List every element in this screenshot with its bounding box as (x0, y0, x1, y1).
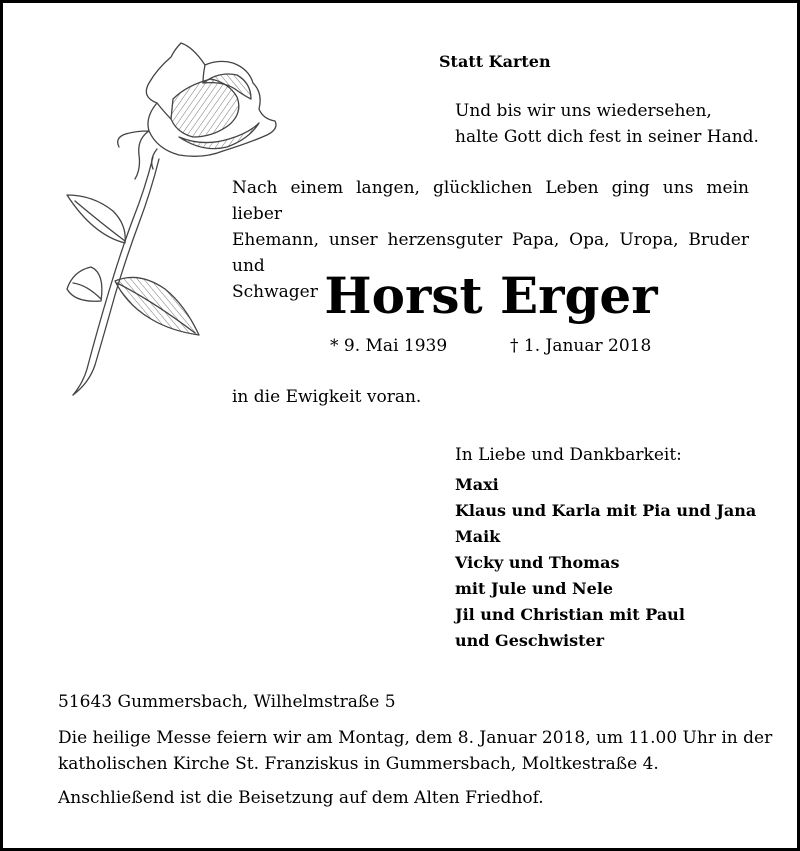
deceased-name: Horst Erger (324, 266, 658, 325)
mourner-item: Maik (455, 527, 501, 546)
address-line: 51643 Gummersbach, Wilhelmstraße 5 (58, 692, 396, 712)
mass-line: Die heilige Messe feiern wir am Montag, dem 8. Januar 2018, um 11.00 Uhr in der (58, 728, 773, 748)
verse-line: halte Gott dich fest in seiner Hand. (455, 127, 759, 147)
verse-quote (455, 98, 759, 150)
thanks-line: In Liebe und Dankbarkeit: (455, 445, 682, 465)
intro-line: Schwager (232, 282, 318, 302)
mourner-item: Klaus und Karla mit Pia und Jana (455, 501, 757, 520)
birth-date: * 9. Mai 1939 (330, 336, 448, 356)
closing-phrase: in die Ewigkeit voran. (232, 387, 422, 407)
mourners-list (455, 472, 756, 654)
mourner-item: und Geschwister (455, 631, 605, 650)
burial-info: Anschließend ist die Beisetzung auf dem Alten Friedhof. (58, 788, 544, 808)
intro-line: Nach einem langen, glücklichen Leben ging uns mein lieber (232, 178, 749, 224)
intro-line: Ehemann, unser herzensguter Papa, Opa, Uropa, Bruder und (232, 230, 749, 276)
mourner-item: Maxi (455, 475, 499, 494)
mass-line: katholischen Kirche St. Franziskus in Gummersbach, Moltkestraße 4. (58, 754, 659, 774)
mourner-item: mit Jule und Nele (455, 579, 614, 598)
mourner-item: Vicky und Thomas (455, 553, 620, 572)
death-date: † 1. Januar 2018 (510, 336, 652, 356)
mourner-item: Jil und Christian mit Paul (455, 605, 685, 624)
heading-statt-karten: Statt Karten (439, 52, 551, 71)
mass-info (58, 725, 772, 777)
verse-line: Und bis wir uns wiedersehen, (455, 101, 712, 121)
